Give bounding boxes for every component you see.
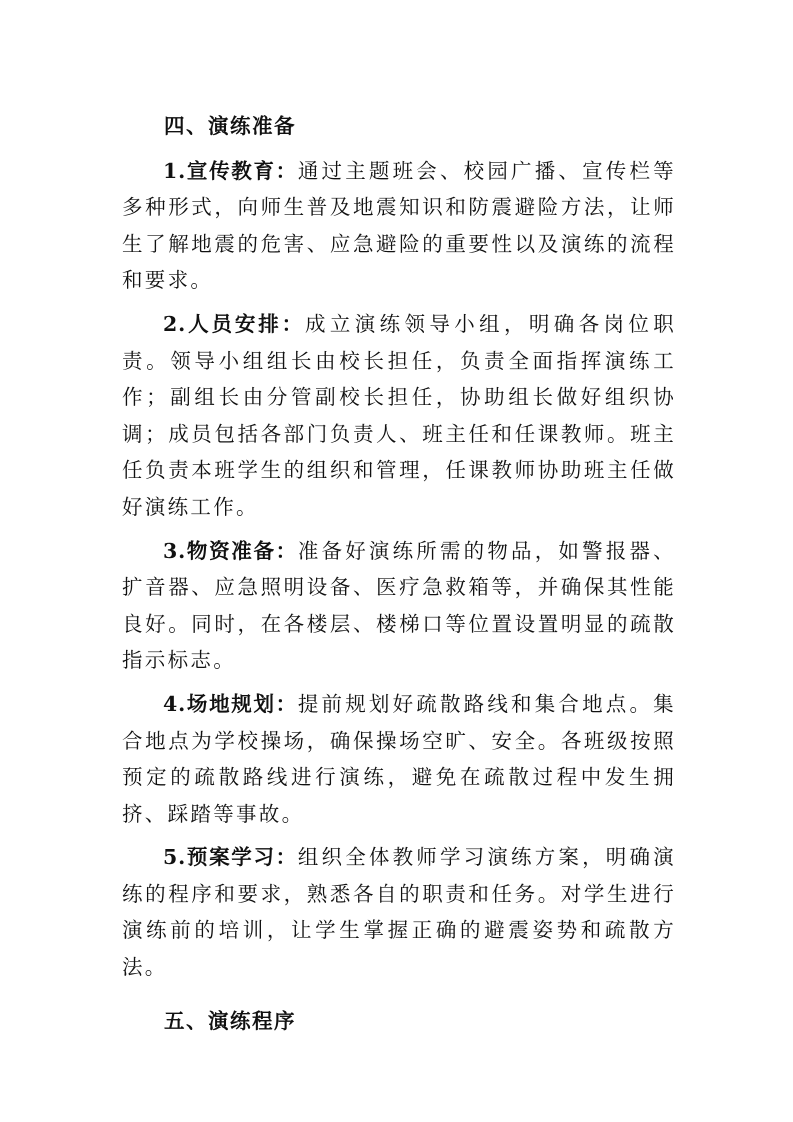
item-personnel-arrangement (122, 306, 676, 526)
section-four-heading: 四、演练准备 (164, 114, 296, 138)
section-five-heading: 五、演练程序 (164, 1008, 296, 1033)
item-text: 组织全体教师学习演练方案，明确演练的程序和要求，熟悉各自的职责和任务。对学生进行演练前的培训，让学生掌握正确的避震姿势和疏散方法。 (122, 845, 676, 980)
item-material-preparation (122, 533, 676, 679)
item-text: 成立演练领导小组，明确各岗位职责。领导小组组长由校长担任，负责全面指挥演练工作；副组长由分管副校长担任，协助组长做好组织协调；成员包括各部门负责人、班主任和任课教师。班主任负责本班学生的组织和管理，任课教师协助班主任做好演练工作。 (122, 311, 676, 519)
item-lead: 5.预案学习： (163, 845, 298, 870)
item-text: 通过主题班会、校园广播、宣传栏等多种形式，向师生普及地震知识和防震避险方法，让师生了解地震的危害、应急避险的重要性以及演练的流程和要求。 (122, 158, 676, 293)
item-lead: 4.场地规划： (163, 691, 298, 716)
item-publicity-education (122, 153, 676, 299)
item-lead: 3.物资准备： (163, 538, 298, 563)
item-site-planning (122, 686, 676, 832)
item-plan-study (122, 839, 676, 985)
document-content (122, 108, 676, 1047)
item-text: 提前规划好疏散路线和集合地点。集合地点为学校操场，确保操场空旷、安全。各班级按照预定的疏散路线进行演练，避免在疏散过程中发生拥挤、踩踏等事故。 (122, 691, 676, 826)
item-lead: 2.人员安排： (163, 311, 305, 336)
item-lead: 1.宣传教育： (163, 158, 298, 183)
item-text: 准备好演练所需的物品，如警报器、扩音器、应急照明设备、医疗急救箱等，并确保其性能良好。同时，在各楼层、楼梯口等位置设置明显的疏散指示标志。 (122, 538, 676, 673)
